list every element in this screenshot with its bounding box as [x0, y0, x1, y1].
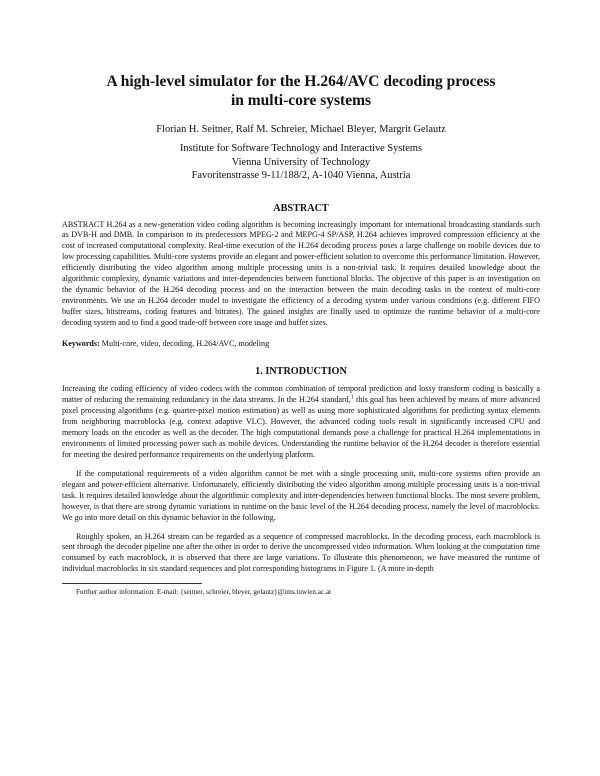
paper-page [62, 72, 540, 597]
author-list: Florian H. Seitner, Ralf M. Schreier, Michael Bleyer, Margrit Gelautz [156, 124, 446, 135]
footnote-divider [62, 583, 202, 584]
affiliation-line-2: Vienna University of Technology [231, 156, 371, 168]
intro-paragraph-1 [62, 384, 540, 460]
intro-paragraph-2: If the computational requirements of a video algorithm cannot be met with a single processing unit, multi-core systems often provide an elegant and power-efficient alternative. Unfortunately, efficiently distributing the video algorithm among multiple processing units is a non-trivial task. It requires detailed knowledge about the algorithmic complexity and inter-dependencies between functional blocks. The most severe problem, however, is that there are strong dynamic variations in runtime on the basic level of the H.264 decoding process, namely the level of macroblocks. We go into more detail on this dynamic behavior in the following. [62, 468, 540, 522]
paper-title [62, 72, 540, 110]
abstract-body: ABSTRACT H.264 as a new-generation video coding algorithm is becoming increasingly important for international broadcasting standards such as DVB-H and DMB. In comparison to its predecessors MPEG-2 and MEPG-4 SP/ASP, H.264 achieves improved compression efficiency at the cost of increased computational complexity. Real-time execution of the H.264 decoding process poses a large challenge on mobile devices due to low processing capabilities. Multi-core systems provide an elegant and power-efficient solution to overcome this performance limitation. However, efficiently distributing the video algorithm among multiple processing units is a non-trivial task. It requires detailed knowledge about the algorithmic complexity, dynamic variations and inter-dependencies between functional blocks. The objective of this paper is an investigation on the dynamic behavior of the H.264 decoding process and on the interaction between the main decoding tasks in the context of multi-core environments. We use an H.264 decoder model to investigate the efficiency of a decoding system under various conditions (e.g. different FIFO buffer sizes, bitstreams, coding features and bitrates). The gained insights are finally used to optimize the runtime behavior of a multi-core decoding system and to find a good trade-off between core usage and buffer sizes. [62, 219, 540, 327]
keywords [62, 339, 540, 350]
intro-p1-part-a: Increasing the coding efficiency of video codecs with the common combination of temporal prediction and lossy transform coding is basically a matter of reducing the remaining redundancy in the data streams. In the H.264 standard, [62, 384, 540, 405]
footnote-marker: 1 [350, 394, 354, 401]
affiliation-line-3: Favoritenstrasse 9-11/188/2, A-1040 Vienna, Austria [191, 170, 411, 181]
title-line-2: in multi-core systems [230, 92, 372, 109]
intro-paragraph-3: Roughly spoken, an H.264 stream can be regarded as a sequence of compressed macroblocks. In the decoding process, each macroblock is sent through the decoder pipeline one after the other in order to derive the uncompressed video information. When looking at the computation time consumed by each macroblock, it is observed that there are large variations. To illustrate this phenomenon, we have measured the runtime of individual macroblocks in six standard sequences and plot corresponding histograms in Figure 1. (A more in-depth [62, 531, 540, 574]
abstract-heading: ABSTRACT [273, 202, 329, 214]
affiliation [62, 142, 540, 183]
title-line-1: A high-level simulator for the H.264/AVC decoding process [106, 73, 496, 90]
footnote: Further author information: E-mail: {seitner, schreier, bleyer, gelautz}@ims.tuwien.ac.at [76, 588, 332, 597]
introduction-heading: 1. INTRODUCTION [255, 366, 347, 378]
keywords-text: Multi-core, video, decoding, H.264/AVC, modeling [101, 338, 270, 348]
affiliation-line-1: Institute for Software Technology and Interactive Systems [179, 143, 423, 154]
intro-p1-part-b: this goal has been achieved by means of more advanced pixel processing algorithms (e.g. quarter-pixel motion estimation) as well as using more sophisticated algorithms for predicting syntax elements from neighboring macroblocks (e.g. context adaptive VLC). However, the advanced coding tools result in significantly increased CPU and memory loads on the encoder as well as the decoder. The high computational demands pose a challenge for practical H.264 implementations in environments of limited processing power such as mobile devices. Understanding the runtime behavior of the H.264 decoder is therefore essential for meeting the desired performance requirements on the underlying platform. [62, 395, 540, 459]
keywords-label: Keywords: [62, 338, 100, 348]
